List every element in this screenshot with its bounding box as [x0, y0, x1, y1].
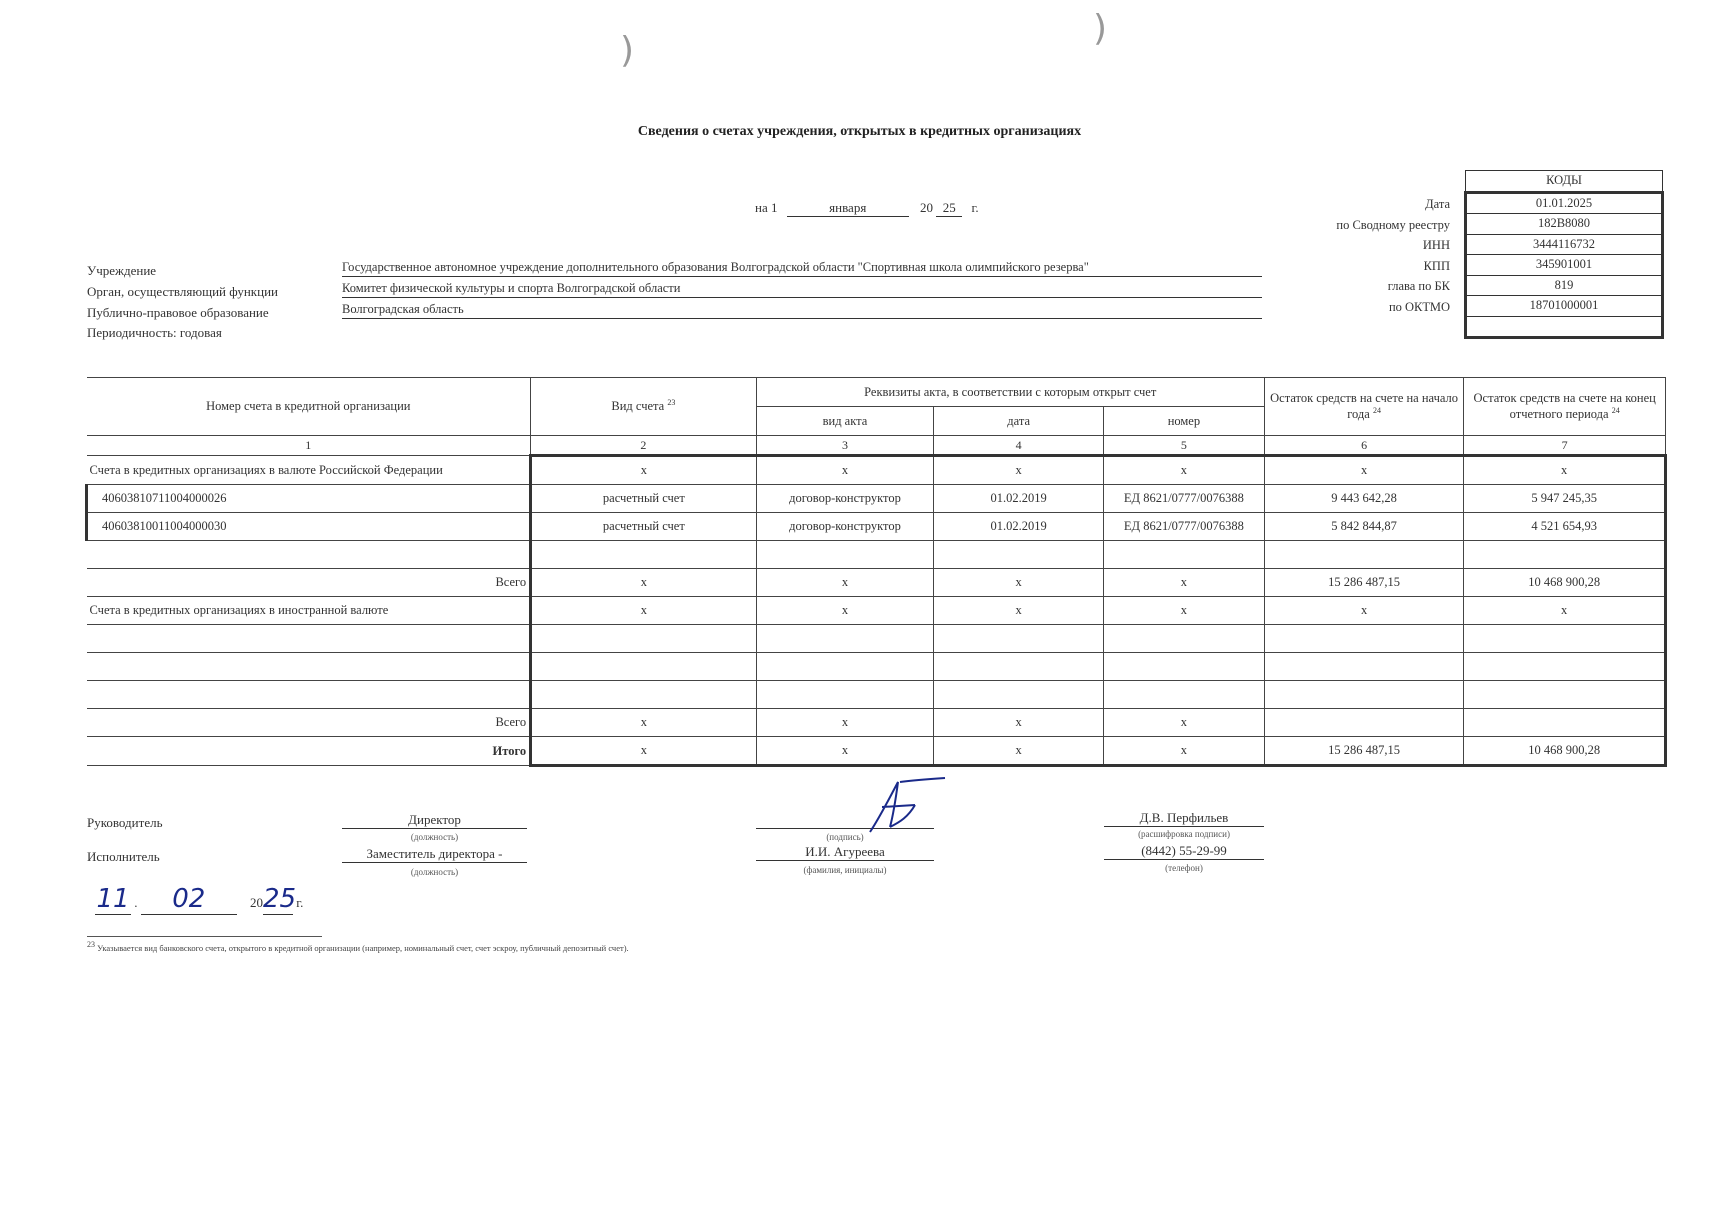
col-number: 2: [531, 436, 757, 456]
table-cell: x: [531, 709, 757, 737]
act-kind: договор-конструктор: [756, 513, 934, 541]
date-prefix: на 1: [755, 200, 778, 215]
col-header-end: [1464, 378, 1666, 436]
table-cell: [1264, 625, 1464, 653]
start-balance: 5 842 844,87: [1264, 513, 1464, 541]
footnote-number: 23: [87, 940, 95, 949]
executor-label: Исполнитель: [87, 849, 160, 864]
table-cell: [756, 541, 934, 569]
table-cell: x: [1103, 709, 1264, 737]
table-cell: [531, 681, 757, 709]
col-header-start-text: Остаток средств на счете на начало года: [1270, 390, 1459, 422]
public-entity-label: Публично-правовое образование: [87, 305, 269, 320]
total-label: Всего: [87, 569, 531, 597]
table-cell: [1264, 709, 1464, 737]
table-cell: x: [531, 456, 757, 485]
phone: (8442) 55-29-99: [1104, 843, 1264, 860]
grand-total-start: 15 286 487,15: [1264, 737, 1464, 766]
code-value: 182В8080: [1466, 214, 1663, 235]
code-label: по ОКТМО: [1388, 299, 1450, 314]
table-cell: x: [756, 597, 934, 625]
table-cell: [1464, 541, 1666, 569]
handwritten-signature: [860, 777, 950, 837]
signature-caption: (подпись): [826, 832, 864, 842]
table-cell: x: [1103, 456, 1264, 485]
table-cell: x: [756, 737, 934, 766]
table-cell: [934, 625, 1104, 653]
codes-table: [1464, 170, 1664, 339]
table-cell: x: [531, 597, 757, 625]
table-cell: [756, 625, 934, 653]
table-row: [87, 513, 1666, 541]
table-cell: x: [756, 456, 934, 485]
total-rub-start: 15 286 487,15: [1264, 569, 1464, 597]
col-number: 7: [1464, 436, 1666, 456]
table-cell: x: [531, 569, 757, 597]
date-year: 25: [936, 200, 962, 217]
table-cell: [1103, 653, 1264, 681]
footnote: [87, 940, 629, 953]
table-cell: [1103, 541, 1264, 569]
date-year-prefix: 20: [919, 200, 933, 215]
executor-name-caption: (фамилия, инициалы): [803, 865, 887, 875]
table-cell: [1103, 625, 1264, 653]
col-header-act: Реквизиты акта, в соответствии с которым открыт счет: [756, 378, 1264, 407]
act-date: 01.02.2019: [934, 485, 1104, 513]
col-number: 6: [1264, 436, 1464, 456]
code-label: КПП: [1423, 258, 1450, 273]
col-header-act-kind: вид акта: [756, 407, 934, 436]
act-date: 01.02.2019: [934, 513, 1104, 541]
code-label: глава по БК: [1387, 279, 1450, 293]
table-row: [87, 653, 1666, 681]
act-number: ЕД 8621/0777/0076388: [1103, 485, 1264, 513]
table-cell: [1264, 681, 1464, 709]
code-label: Дата: [1425, 197, 1450, 211]
table-cell: x: [1264, 456, 1464, 485]
codes-header: КОДЫ: [1466, 171, 1663, 193]
periodicity-label: Периодичность: годовая: [87, 325, 222, 340]
table-row: [87, 625, 1666, 653]
table-cell: [87, 681, 531, 709]
code-value: 819: [1466, 275, 1663, 296]
grand-total-label: Итого: [87, 737, 531, 766]
footnote-divider: [87, 936, 322, 937]
footnote-text: Указывается вид банковского счета, открытого в кредитной организации (например, номинальный счет, счет эскроу, публичный депозитный счет).: [97, 942, 629, 953]
head-position: Директор: [342, 812, 527, 829]
table-cell: [531, 541, 757, 569]
total-label: Всего: [87, 709, 531, 737]
end-balance: 4 521 654,93: [1464, 513, 1666, 541]
table-cell: x: [1264, 597, 1464, 625]
table-cell: x: [934, 597, 1104, 625]
col-header-account: Номер счета в кредитной организации: [87, 378, 531, 436]
sign-date-year-prefix: 20: [250, 895, 263, 910]
table-cell: [1464, 625, 1666, 653]
col-number: 1: [87, 436, 531, 456]
code-value: 345901001: [1466, 255, 1663, 276]
table-cell: [1464, 653, 1666, 681]
account-type: расчетный счет: [531, 513, 757, 541]
section-label-rub: Счета в кредитных организациях в валюте Российской Федерации: [87, 456, 531, 485]
footnote-ref: 24: [1372, 405, 1381, 415]
name-caption: (расшифровка подписи): [1138, 829, 1230, 839]
act-number: ЕД 8621/0777/0076388: [1103, 513, 1264, 541]
table-row: [87, 737, 1666, 766]
table-cell: [934, 653, 1104, 681]
act-kind: договор-конструктор: [756, 485, 934, 513]
account-number: 40603810011004000030: [87, 513, 531, 541]
authority-label: Орган, осуществляющий функции: [87, 284, 278, 299]
col-number: 3: [756, 436, 934, 456]
col-header-act-date: дата: [934, 407, 1104, 436]
position-caption: (должность): [410, 832, 459, 842]
table-cell: [1264, 541, 1464, 569]
code-value: 18701000001: [1466, 296, 1663, 317]
account-type: расчетный счет: [531, 485, 757, 513]
col-number: 5: [1103, 436, 1264, 456]
account-number: 40603810711004000026: [87, 485, 531, 513]
end-balance: 5 947 245,35: [1464, 485, 1666, 513]
position-caption: (должность): [410, 867, 459, 877]
table-cell: [1464, 709, 1666, 737]
section-label-foreign: Счета в кредитных организациях в иностранной валюте: [87, 597, 531, 625]
report-date-line: [755, 200, 979, 217]
table-cell: [87, 541, 531, 569]
table-cell: x: [934, 737, 1104, 766]
head-label: Руководитель: [87, 815, 163, 830]
phone-caption: (телефон): [1165, 863, 1203, 873]
table-row: [87, 709, 1666, 737]
page-title: Сведения о счетах учреждения, открытых в кредитных организациях: [637, 124, 1082, 139]
table-cell: [531, 625, 757, 653]
institution-label: Учреждение: [87, 263, 157, 278]
table-cell: x: [934, 709, 1104, 737]
col-header-type: [531, 378, 757, 436]
table-cell: x: [934, 569, 1104, 597]
scan-mark: ): [620, 30, 635, 71]
total-rub-end: 10 468 900,28: [1464, 569, 1666, 597]
institution-value: Государственное автономное учреждение дополнительного образования Волгоградской области "Спортивная школа олимпийского резерва": [342, 260, 1262, 277]
table-cell: [756, 653, 934, 681]
table-cell: x: [1103, 597, 1264, 625]
table-cell: x: [1464, 597, 1666, 625]
executor-position: Заместитель директора -: [342, 846, 527, 863]
sign-date: 11 . 02 2025 г.: [96, 884, 304, 914]
footnote-ref: 23: [667, 398, 676, 408]
table-cell: [934, 541, 1104, 569]
sign-date-month: 02: [141, 884, 237, 915]
table-cell: [531, 653, 757, 681]
table-cell: [934, 681, 1104, 709]
table-row: [87, 597, 1666, 625]
table-cell: x: [934, 456, 1104, 485]
accounts-table: [85, 377, 1667, 767]
code-value: 01.01.2025: [1466, 192, 1663, 214]
code-value: [1466, 316, 1663, 338]
head-name: Д.В. Перфильев: [1104, 810, 1264, 827]
table-cell: x: [1464, 456, 1666, 485]
codes-labels: [1250, 194, 1450, 317]
executor-name: И.И. Агуреева: [756, 844, 934, 861]
table-cell: x: [1103, 737, 1264, 766]
sign-date-day: 11: [96, 884, 130, 914]
start-balance: 9 443 642,28: [1264, 485, 1464, 513]
table-row: [87, 681, 1666, 709]
date-suffix: г.: [971, 200, 979, 215]
code-label: по Сводному реестру: [1336, 217, 1450, 232]
sign-date-year: 25: [263, 884, 297, 914]
table-row: [87, 541, 1666, 569]
table-cell: [87, 625, 531, 653]
footnote-ref: 24: [1611, 405, 1620, 415]
col-header-type-text: Вид счета: [611, 399, 665, 414]
col-header-end-text: Остаток средств на счете на конец отчетного периода: [1473, 390, 1656, 422]
table-cell: [1264, 653, 1464, 681]
code-label: ИНН: [1422, 238, 1450, 252]
date-month: января: [787, 200, 909, 217]
code-value: 3444116732: [1466, 234, 1663, 255]
table-cell: x: [1103, 569, 1264, 597]
table-cell: [756, 681, 934, 709]
scan-mark: ): [1093, 8, 1108, 49]
table-cell: x: [531, 737, 757, 766]
authority-value: Комитет физической культуры и спорта Волгоградской области: [342, 281, 1262, 298]
sign-date-suffix: г.: [296, 895, 304, 910]
table-row: [87, 485, 1666, 513]
table-cell: [1464, 681, 1666, 709]
table-cell: x: [756, 709, 934, 737]
table-cell: [1103, 681, 1264, 709]
grand-total-end: 10 468 900,28: [1464, 737, 1666, 766]
table-cell: x: [756, 569, 934, 597]
col-header-start: [1264, 378, 1464, 436]
table-row: [87, 569, 1666, 597]
col-header-act-number: номер: [1103, 407, 1264, 436]
col-number: 4: [934, 436, 1104, 456]
table-cell: [87, 653, 531, 681]
public-entity-value: Волгоградская область: [342, 302, 1262, 319]
